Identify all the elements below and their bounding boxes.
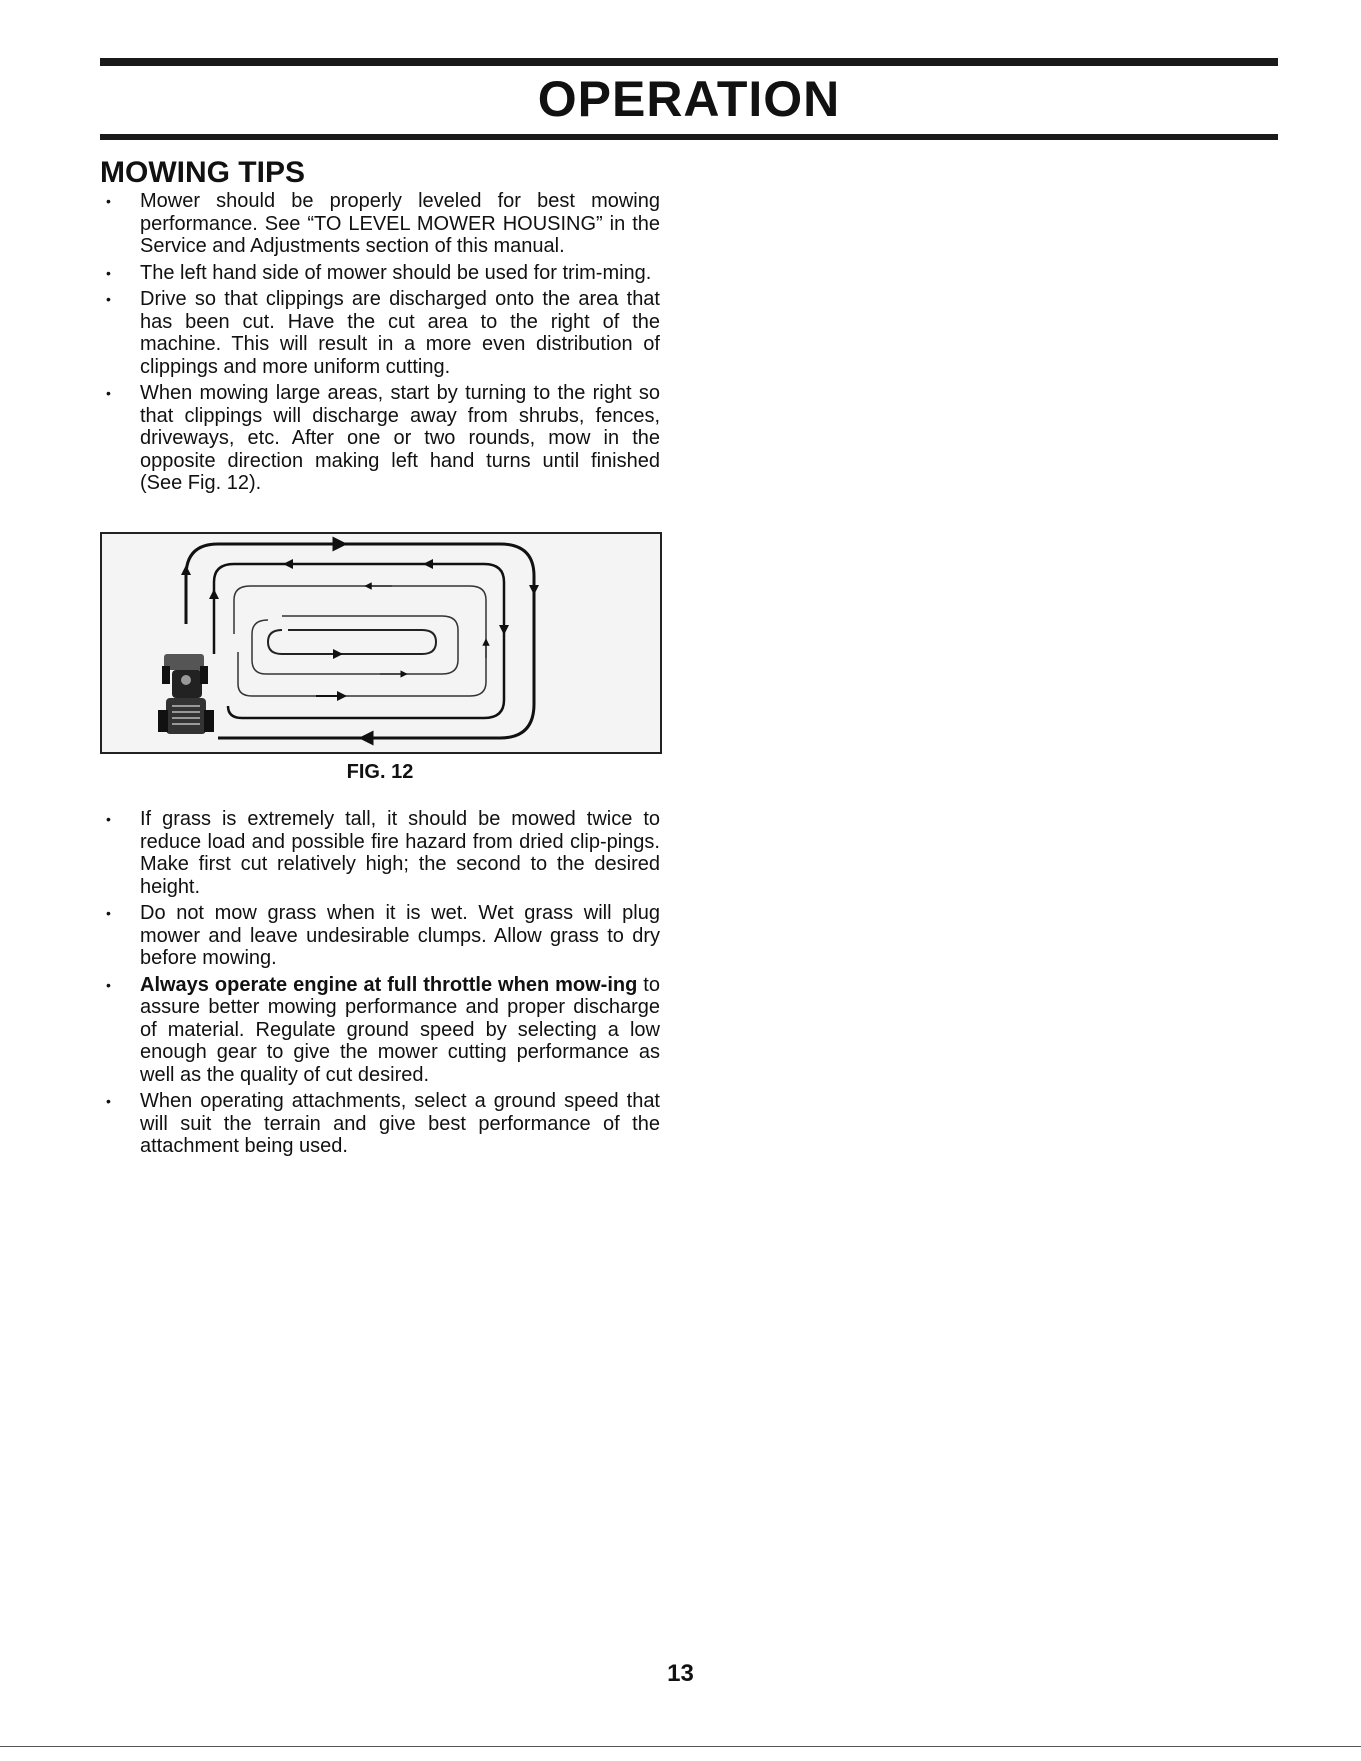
tip-text: Do not mow grass when it is wet. Wet grass will plug mower and leave undesirable clumps. Allow grass to dry before mowing.: [140, 902, 660, 969]
third-mowing-path: [234, 586, 486, 696]
inner-mowing-path: [268, 630, 436, 654]
second-mowing-path: [214, 564, 504, 718]
bullet-icon: •: [106, 905, 111, 921]
tip-bold-text: Always operate engine at full throttle when mow-ing: [140, 973, 638, 996]
figure-caption: FIG. 12: [346, 761, 414, 783]
tip-item: [100, 1090, 660, 1158]
mowing-pattern-diagram: [102, 534, 660, 752]
bullet-icon: •: [106, 291, 111, 307]
mowing-pattern-figure: [100, 532, 662, 754]
tip-item: [100, 382, 660, 495]
fourth-mowing-path: [252, 616, 458, 674]
tip-text: The left hand side of mower should be used for trim-ming.: [140, 261, 652, 284]
tip-item: [100, 808, 660, 898]
bullet-icon: •: [106, 1093, 111, 1109]
tip-item: [100, 190, 660, 258]
header-rule-top: [100, 58, 1278, 66]
section-heading: MOWING TIPS: [100, 156, 305, 189]
outer-mowing-path: [186, 544, 534, 738]
bullet-icon: •: [106, 811, 111, 827]
footer-rule: [0, 1746, 1361, 1747]
tip-item: [100, 288, 660, 378]
tip-text: Mower should be properly leveled for best mowing performance. See “TO LEVEL MOWER HOUSING” in the Service and Adjustments section of this manual.: [140, 190, 660, 257]
page-title: OPERATION: [537, 71, 841, 127]
tip-item: [100, 902, 660, 970]
bullet-icon: •: [106, 264, 111, 281]
bullet-icon: •: [106, 193, 111, 209]
tip-text: Drive so that clippings are discharged onto the area that has been cut. Have the cut area to the right of the machine. This will result in a more even distribution of clippings and more uniform cutting.: [140, 288, 660, 378]
page-number: 13: [667, 1660, 694, 1687]
riding-mower-icon: [158, 654, 214, 734]
tips-list-before-figure: [100, 190, 660, 499]
tip-item: [100, 262, 660, 285]
bullet-icon: •: [106, 976, 111, 993]
tip-text: to assure better mowing performance and proper discharge of material. Regulate ground speed by selecting a low enough gear to give the mower cutting performance as well as the quality of cut desired.: [140, 973, 660, 1086]
tip-text: When mowing large areas, start by turning to the right so that clippings will discharge away from shrubs, fences, driveways, etc. After one or two rounds, mow in the opposite direction making left hand turns until finished (See Fig. 12).: [140, 382, 660, 494]
tips-list-after-figure: [100, 808, 660, 1162]
tip-item: [100, 974, 660, 1087]
bullet-icon: •: [106, 385, 111, 401]
tip-text: If grass is extremely tall, it should be mowed twice to reduce load and possible fire hazard from dried clip-pings. Make first cut relatively high; the second to the desired height.: [140, 808, 660, 898]
header-rule-bottom: [100, 134, 1278, 140]
tip-text: When operating attachments, select a ground speed that will suit the terrain and give best performance of the attachment being used.: [140, 1090, 660, 1157]
